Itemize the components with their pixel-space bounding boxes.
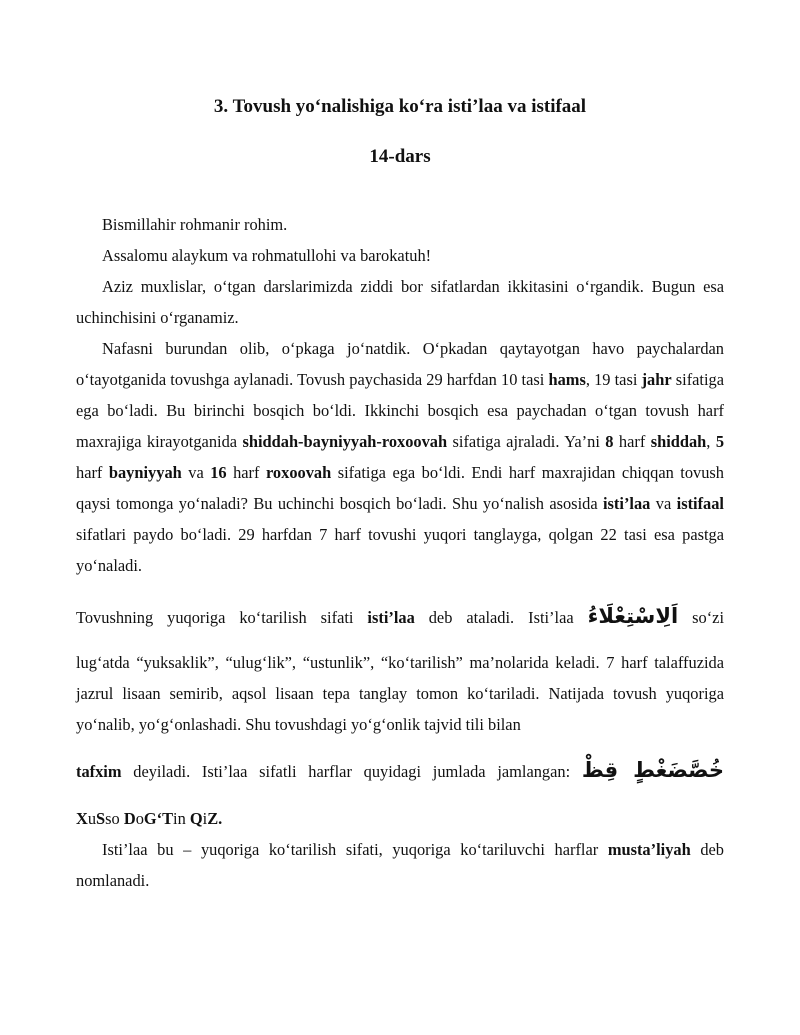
mnem-text: o bbox=[135, 809, 144, 828]
text: deb ataladi. Isti’laa bbox=[414, 608, 588, 627]
body-text-continued bbox=[76, 647, 724, 740]
mnem-letter: X bbox=[76, 809, 88, 828]
body-text bbox=[76, 209, 724, 581]
arabic-line-2 bbox=[76, 750, 724, 790]
section-title: 3. Tovush yo‘nalishiga ko‘ra isti’laa va istifaal bbox=[213, 96, 587, 117]
term-tafxim: tafxim bbox=[76, 762, 122, 781]
lesson-number: 14-dars bbox=[369, 146, 431, 167]
term-jahr: jahr bbox=[641, 370, 672, 389]
number-8: 8 bbox=[605, 432, 614, 451]
term-istifaal: istifaal bbox=[676, 494, 724, 513]
term-shiddah: shiddah bbox=[650, 432, 707, 451]
mnem-letter: S bbox=[96, 809, 106, 828]
text: Nafasni burundan olib, o‘pkaga jo‘natdik. O‘pkadan qaytayotgan havo paychalardan o‘tayotganida tovushga aylanadi. Tovush paychasida 29 harfdan 10 tasi bbox=[76, 339, 724, 389]
text: deb nomlanadi. bbox=[76, 840, 724, 890]
mnem-letter: T bbox=[162, 809, 174, 828]
mnem-letter: Z. bbox=[207, 809, 223, 828]
text: , bbox=[706, 432, 716, 451]
term-mustaliyah: musta’liyah bbox=[607, 840, 691, 859]
paragraph-main bbox=[76, 333, 724, 581]
term-istilaa: isti’laa bbox=[603, 494, 651, 513]
paragraph-bismillah: Bismillahir rohmanir rohim. bbox=[102, 215, 288, 234]
paragraph-lugat: lug‘atda “yuksaklik”, “ulug‘lik”, “ustunlik”, “ko‘tarilish” ma’nolarida keladi. 7 harf talaffuzida jazrul lisaan semirib, aqsol lisaan tepa tanglay tomon ko‘tariladi. Natijada tovush yuqoriga yo‘nalib, yo‘g‘onlashadi. Shu tovushdagi yo‘g‘onlik tajvid tili bilan bbox=[76, 653, 724, 734]
text: harf bbox=[613, 432, 651, 451]
term-istilaa: isti’laa bbox=[367, 608, 415, 627]
arabic-word-istilaa: اَلِاسْتِعْلَاءُ bbox=[587, 604, 679, 628]
text: sifatiga ajraladi. Ya’ni bbox=[447, 432, 606, 451]
number-5: 5 bbox=[715, 432, 725, 451]
text: sifatiga ega bo‘ladi. Bu birinchi bosqich bo‘ldi. Ikkinchi bosqich esa paychadan o‘tgan tovush harf maxrajiga kirayotganida bbox=[76, 370, 725, 451]
text: va bbox=[650, 494, 677, 513]
mnem-letter: Q bbox=[189, 809, 203, 828]
text: so‘zi bbox=[678, 608, 724, 627]
text: harf bbox=[76, 463, 109, 482]
mnem-text: so bbox=[105, 809, 124, 828]
paragraph-intro: Aziz muxlislar, o‘tgan darslarimizda ziddi bor sifatlardan ikkitasini o‘rgandik. Bugun esa uchinchisini o‘rganamiz. bbox=[76, 277, 724, 327]
term-hams: hams bbox=[548, 370, 586, 389]
mnem-letter: D bbox=[123, 809, 136, 828]
arabic-line-1 bbox=[76, 598, 724, 634]
term-bayniyyah: bayniyyah bbox=[108, 463, 182, 482]
paragraph-greeting: Assalomu alaykum va rohmatullohi va barokatuh! bbox=[102, 246, 432, 265]
mnem-text: u bbox=[87, 809, 97, 828]
paragraph-definition bbox=[76, 834, 724, 896]
mnem-text: i bbox=[202, 809, 208, 828]
text: Isti’laa bu – yuqoriga ko‘tarilish sifati, yuqoriga ko‘tariluvchi harflar bbox=[102, 840, 608, 859]
mnem-text: in bbox=[173, 809, 190, 828]
arabic-phrase-letters: خُصَّضَغْطٍ قِظْ bbox=[581, 758, 724, 782]
term-shiddah-bayniyyah-roxoovah: shiddah-bayniyyah-roxoovah bbox=[242, 432, 448, 451]
text: sifatiga ega bo‘ldi. Endi harf maxrajidan chiqqan tovush qaysi tomonga yo‘naladi? Bu uchinchi bosqich bo‘ladi. Shu yo‘nalish asosida bbox=[76, 463, 724, 513]
text: harf bbox=[226, 463, 266, 482]
text: Tovushning yuqoriga ko‘tarilish sifati bbox=[76, 608, 368, 627]
term-roxoovah: roxoovah bbox=[265, 463, 332, 482]
text: , 19 tasi bbox=[585, 370, 642, 389]
mnem-letter: G‘ bbox=[143, 809, 163, 828]
text: deyiladi. Isti’laa sifatli harflar quyidagi jumlada jamlangan: bbox=[121, 762, 571, 781]
body-text-end bbox=[76, 803, 724, 896]
mnemonic-line bbox=[76, 803, 724, 834]
text: sifatlari paydo bo‘ladi. 29 harfdan 7 harf tovushi yuqori tanglayga, qolgan 22 tasi esa pastga yo‘naladi. bbox=[76, 525, 724, 575]
number-16: 16 bbox=[210, 463, 227, 482]
text: va bbox=[181, 463, 211, 482]
